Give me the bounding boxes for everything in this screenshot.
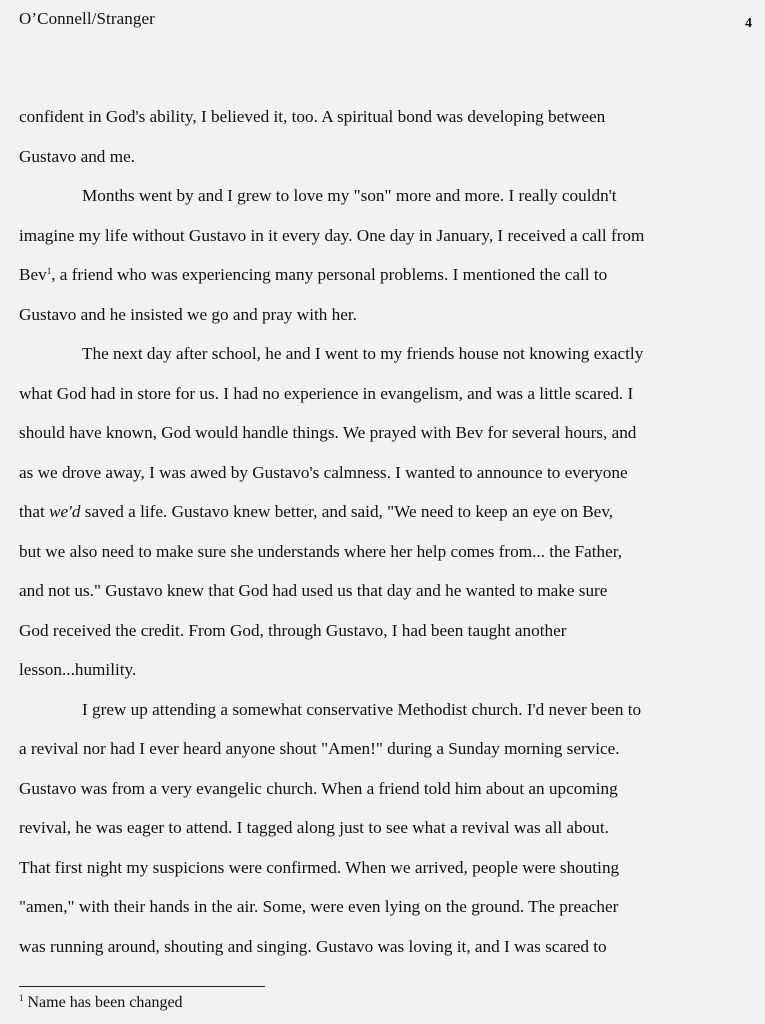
- line-text: , a friend who was experiencing many personal problems. I mentioned the call to: [51, 265, 608, 284]
- line-text: God received the credit. From God, through Gustavo, I had been taught another: [19, 620, 567, 640]
- text-line: [19, 927, 754, 967]
- line-text: should have known, God would handle things. We prayed with Bev for several hours, and: [19, 423, 637, 442]
- text-line: [19, 413, 754, 453]
- line-text: confident in God's ability, I believed it, too. A spiritual bond was developing between: [19, 107, 606, 126]
- line-text: Gustavo was from a very evangelic church. When a friend told him about an upcoming: [19, 778, 618, 798]
- line-text: saved a life. Gustavo knew better, and said, "We need to keep an eye on Bev,: [80, 502, 614, 521]
- text-line: [19, 216, 754, 256]
- line-text: that: [19, 502, 50, 521]
- footnote: [19, 994, 183, 1012]
- line-text: That first night my suspicions were confirmed. When we arrived, people were shouting: [19, 857, 620, 877]
- line-text: a revival nor had I ever heard anyone shout "Amen!" during a Sunday morning service.: [19, 739, 620, 758]
- line-text: Gustavo and me.: [19, 146, 135, 166]
- line-text: but we also need to make sure she understands where her help comes from... the Father,: [19, 541, 623, 561]
- body-text: [19, 97, 754, 966]
- line-text: what God had in store for us. I had no experience in evangelism, and was a little scared. I: [19, 383, 634, 403]
- footnote-divider: [19, 986, 265, 987]
- text-line: [19, 492, 754, 532]
- text-line: [19, 848, 754, 888]
- text-line: [19, 137, 754, 177]
- text-line: [19, 453, 754, 493]
- text-line: [19, 374, 754, 414]
- line-text: imagine my life without Gustavo in it every day. One day in January, I received a call from: [19, 225, 645, 245]
- line-text: Bev: [19, 265, 47, 284]
- page-number: 4: [745, 16, 752, 31]
- line-text: Months went by and I grew to love my "son" more and more. I really couldn't: [82, 186, 617, 205]
- line-text: I grew up attending a somewhat conservative Methodist church. I'd never been to: [82, 699, 642, 719]
- line-text: The next day after school, he and I went to my friends house not knowing exactly: [82, 344, 644, 363]
- text-line: [19, 176, 754, 216]
- text-line: [19, 808, 754, 848]
- emphasis-text: we'd: [49, 502, 81, 521]
- text-line: [19, 571, 754, 611]
- text-line: [19, 334, 754, 374]
- text-line: [19, 97, 754, 137]
- text-line: [19, 769, 754, 809]
- text-line: [19, 295, 754, 335]
- text-line: [19, 729, 754, 769]
- footnote-text: Name has been changed: [23, 994, 183, 1011]
- line-text: revival, he was eager to attend. I tagged along just to see what a revival was all about.: [19, 818, 609, 837]
- line-text: and not us." Gustavo knew that God had used us that day and he wanted to make sure: [19, 581, 608, 600]
- footnote-reference: 1: [46, 266, 52, 276]
- line-text: Gustavo and he insisted we go and pray with her.: [19, 304, 357, 324]
- line-text: was running around, shouting and singing. Gustavo was loving it, and I was scared to: [19, 936, 607, 956]
- text-line: [19, 611, 754, 651]
- footnote-marker: 1: [19, 993, 24, 1003]
- line-text: lesson...humility.: [19, 660, 137, 679]
- line-text: "amen," with their hands in the air. Some, were even lying on the ground. The preacher: [19, 897, 619, 916]
- text-line: [19, 887, 754, 927]
- line-text: as we drove away, I was awed by Gustavo's calmness. I wanted to announce to everyone: [19, 462, 628, 482]
- text-line: [19, 690, 754, 730]
- running-head: O’Connell/Stranger: [19, 9, 155, 28]
- text-line: [19, 255, 754, 295]
- text-line: [19, 650, 754, 690]
- text-line: [19, 532, 754, 572]
